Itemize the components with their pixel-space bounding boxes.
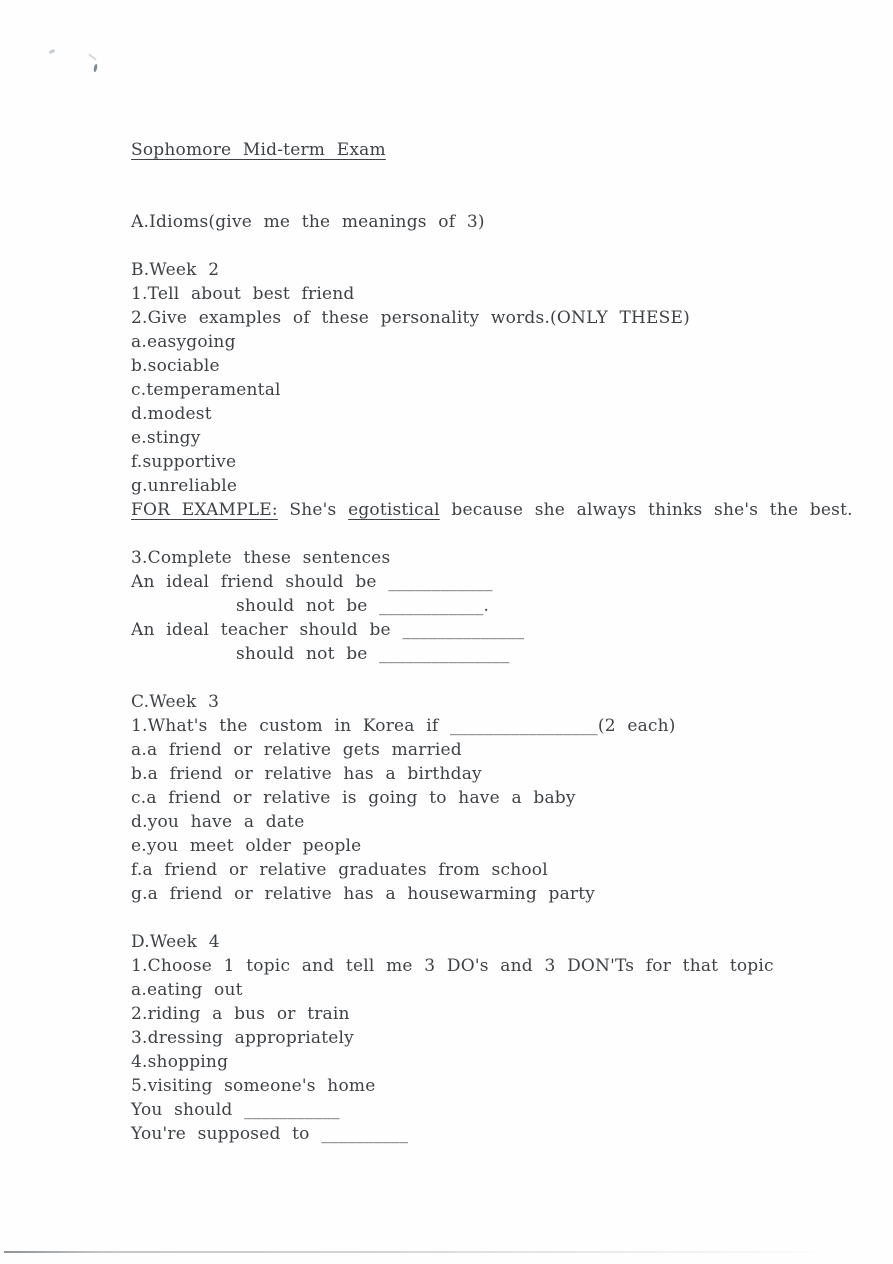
text-segment: f.a friend or relative graduates from school [131,860,548,880]
exam-line [131,714,853,738]
pencil-stroke-icon [88,53,96,60]
text-segment: She's [277,500,349,520]
exam-line [131,1050,853,1074]
exam-line [131,738,853,762]
text-segment: D.Week 4 [131,932,220,952]
section-idioms [131,210,853,234]
exam-line [131,642,853,666]
text-segment: d.you have a date [131,812,305,832]
exam-line [131,258,853,282]
text-segment: B.Week 2 [131,260,220,280]
exam-line [131,1002,853,1026]
text-segment: g.unreliable [131,476,238,496]
exam-line [131,858,853,882]
text-segment: 3.Complete these sentences [131,548,391,568]
exam-line [131,810,853,834]
text-segment: An ideal teacher should be ______________ [131,620,525,640]
section-week-2 [131,258,853,522]
exam-line [131,306,853,330]
text-segment: e.you meet older people [131,836,362,856]
text-segment: 1.Tell about best friend [131,284,355,304]
exam-line [131,1074,853,1098]
text-segment: d.modest [131,404,212,424]
exam-line [131,930,853,954]
page-title: Sophomore Mid-term Exam [131,140,386,160]
exam-line [131,402,853,426]
exam-line [131,378,853,402]
pencil-speck-icon [49,49,56,54]
underlined-text: FOR EXAMPLE: [131,500,278,520]
pencil-dot-icon [93,64,98,72]
exam-line [131,786,853,810]
text-segment: c.temperamental [131,380,281,400]
exam-line [131,954,853,978]
exam-line [131,450,853,474]
text-segment: You're supposed to __________ [131,1124,409,1144]
exam-line [131,426,853,450]
exam-line [131,570,853,594]
exam-line [131,882,853,906]
text-segment: C.Week 3 [131,692,220,712]
exam-line [131,1098,853,1122]
text-segment: b.a friend or relative has a birthday [131,764,482,784]
exam-line [131,546,853,570]
text-segment: 3.dressing appropriately [131,1028,354,1048]
exam-line [131,762,853,786]
exam-line [131,1026,853,1050]
section-week-4 [131,930,853,1146]
section-complete-sentences [131,546,853,666]
title-row [131,138,853,186]
text-segment: b.sociable [131,356,220,376]
text-segment: 5.visiting someone's home [131,1076,376,1096]
text-segment: f.supportive [131,452,237,472]
text-segment: You should ___________ [131,1100,340,1120]
exam-line [131,690,853,714]
text-segment: A.Idioms(give me the meanings of 3) [131,212,485,232]
exam-line [131,474,853,498]
exam-line [131,210,853,234]
exam-content [131,138,853,1146]
section-week-3 [131,690,853,906]
text-segment: 4.shopping [131,1052,229,1072]
text-segment: c.a friend or relative is going to have a baby [131,788,576,808]
text-segment: a.a friend or relative gets married [131,740,462,760]
text-segment: 2.riding a bus or train [131,1004,350,1024]
text-segment: e.stingy [131,428,201,448]
exam-line [131,282,853,306]
exam-line [131,834,853,858]
text-segment: 1.Choose 1 topic and tell me 3 DO's and 3 DON'Ts for that topic [131,956,774,976]
scanner-artifact-line [4,1251,834,1253]
exam-line [131,978,853,1002]
text-segment: g.a friend or relative has a housewarming party [131,884,596,904]
text-segment: should not be ____________. [236,596,490,616]
exam-line [131,594,853,618]
exam-line [131,618,853,642]
text-segment: a.easygoing [131,332,236,352]
text-segment: a.eating out [131,980,243,1000]
exam-line [131,354,853,378]
text-segment: An ideal friend should be ____________ [131,572,493,592]
exam-sections [131,210,853,1146]
exam-line [131,330,853,354]
exam-line [131,1122,853,1146]
text-segment: because she always thinks she's the best. [439,500,853,520]
text-segment: 2.Give examples of these personality words.(ONLY THESE) [131,308,690,328]
text-segment: should not be _______________ [236,644,510,664]
text-segment: 1.What's the custom in Korea if _________________(2 each) [131,716,676,736]
underlined-text: egotistical [348,500,440,520]
exam-line [131,498,853,522]
